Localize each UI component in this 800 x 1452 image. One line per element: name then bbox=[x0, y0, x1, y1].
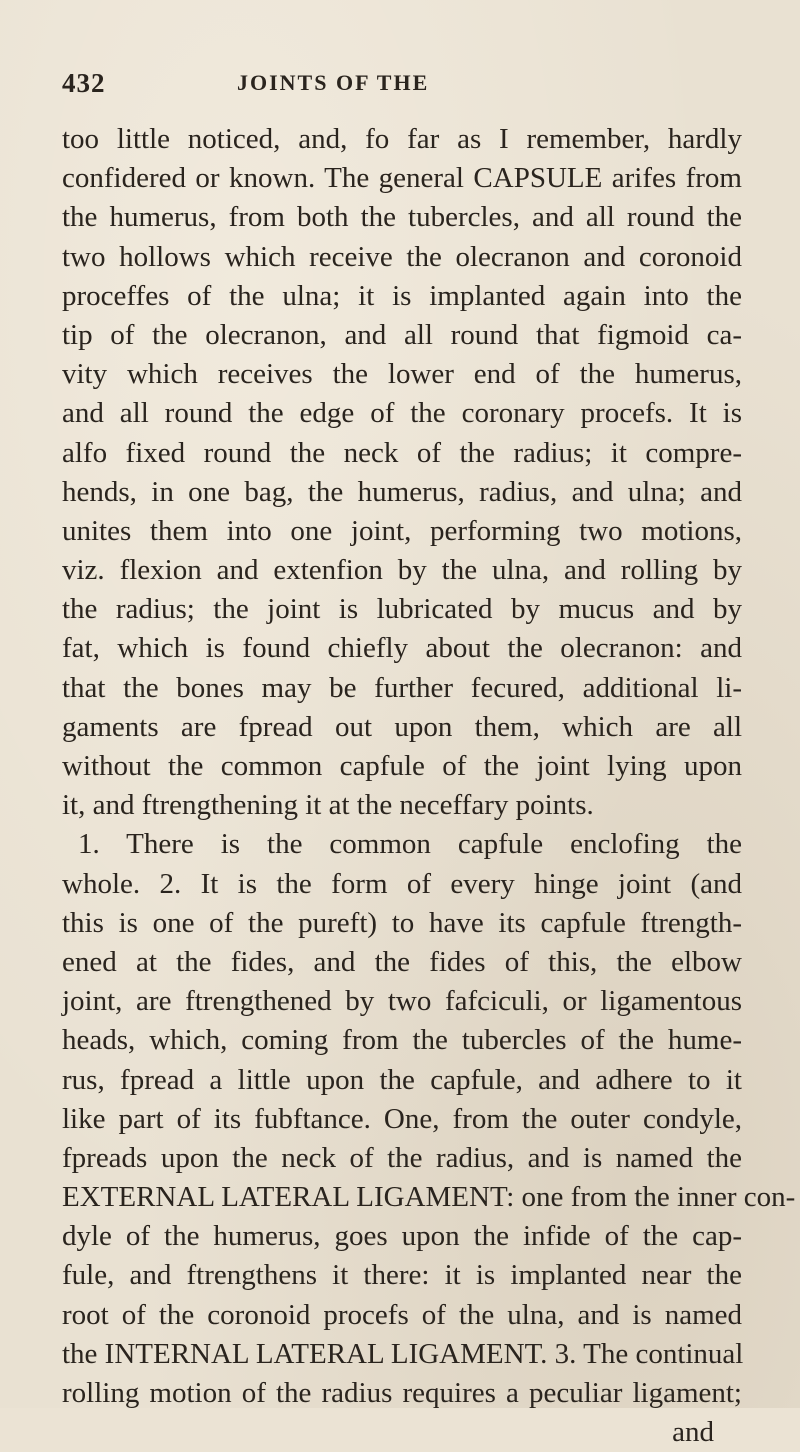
text-line: dyle of the humerus, goes upon the infide of the cap- bbox=[62, 1220, 742, 1253]
text-line: gaments are fpread out upon them, which are all bbox=[62, 710, 742, 743]
text-line: that the bones may be further fecured, additional li- bbox=[62, 671, 742, 704]
running-head: JOINTS OF THE bbox=[237, 70, 430, 95]
text-line: like part of its fubftance. One, from the outer condyle, bbox=[62, 1102, 742, 1135]
text-line: 1. There is the common capfule enclofing the bbox=[78, 828, 742, 861]
text-line: ened at the fides, and the fides of this, the elbow bbox=[62, 945, 742, 978]
text-line: rolling motion of the radius requires a peculiar ligament; bbox=[62, 1377, 742, 1409]
text-line: two hollows which receive the olecranon and coronoid bbox=[62, 240, 742, 273]
text-line: it, and ftrengthening it at the neceffary points. bbox=[62, 789, 594, 822]
text-line: fule, and ftrengthens it there: it is implanted near the bbox=[62, 1259, 742, 1292]
text-line: the humerus, from both the tubercles, and all round the bbox=[62, 201, 742, 234]
text-line: heads, which, coming from the tubercles of the hume- bbox=[62, 1024, 742, 1057]
text-line: joint, are ftrengthened by two fafciculi, or ligamentous bbox=[62, 985, 742, 1018]
text-line: proceffes of the ulna; it is implanted again into the bbox=[62, 279, 742, 312]
text-line: too little noticed, and, fo far as I remember, hardly bbox=[62, 123, 742, 155]
text-line: alfo fixed round the neck of the radius; it compre- bbox=[62, 436, 742, 469]
text-line: unites them into one joint, performing two motions, bbox=[62, 514, 742, 547]
text-line: confidered or known. The general CAPSULE arifes from bbox=[62, 162, 742, 195]
text-line: the radius; the joint is lubricated by mucus and by bbox=[62, 593, 742, 626]
page-number: 432 bbox=[62, 68, 106, 98]
catchword: and bbox=[672, 1416, 714, 1449]
text-line: root of the coronoid procefs of the ulna, and is named bbox=[62, 1298, 742, 1331]
text-line: and all round the edge of the coronary procefs. It is bbox=[62, 397, 742, 430]
text-line: hends, in one bag, the humerus, radius, and ulna; and bbox=[62, 475, 742, 508]
text-line: fpreads upon the neck of the radius, and is named the bbox=[62, 1141, 742, 1174]
text-line: rus, fpread a little upon the capfule, and adhere to it bbox=[62, 1063, 742, 1096]
body-text bbox=[62, 120, 796, 1452]
text-line: this is one of the pureft) to have its capfule ftrength- bbox=[62, 906, 742, 939]
text-line: fat, which is found chiefly about the olecranon: and bbox=[62, 632, 742, 665]
text-line: whole. 2. It is the form of every hinge joint (and bbox=[62, 867, 742, 900]
text-line: vity which receives the lower end of the humerus, bbox=[62, 358, 742, 391]
text-line: the INTERNAL LATERAL LIGAMENT. 3. The continual bbox=[62, 1337, 744, 1370]
text-line: EXTERNAL LATERAL LIGAMENT: one from the inner con- bbox=[62, 1181, 796, 1214]
text-line: tip of the olecranon, and all round that figmoid ca- bbox=[62, 318, 742, 351]
page-header bbox=[62, 68, 742, 102]
text-line: without the common capfule of the joint lying upon bbox=[62, 750, 742, 782]
text-line: viz. flexion and extenfion by the ulna, and rolling by bbox=[62, 554, 742, 587]
